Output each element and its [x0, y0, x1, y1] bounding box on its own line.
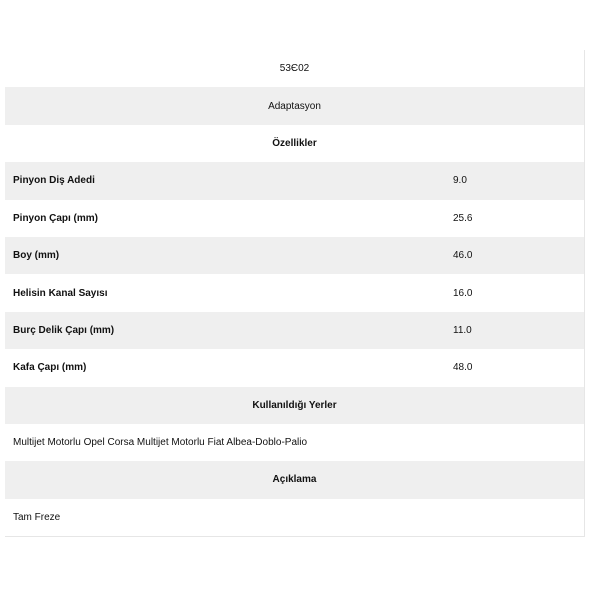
description-text: Tam Freze: [13, 511, 61, 523]
description-text-row: [5, 499, 584, 536]
usage-text-row: [5, 424, 584, 461]
adaptation-row: [5, 87, 584, 124]
feature-value: 16.0: [453, 287, 473, 299]
feature-label: Boy (mm): [13, 250, 60, 262]
usage-header-row: [5, 387, 584, 424]
feature-value: 48.0: [453, 362, 473, 374]
usage-header: Kullanıldığı Yerler: [252, 399, 337, 411]
feature-value: 11.0: [453, 324, 472, 336]
feature-row: [5, 162, 584, 199]
description-header: Açıklama: [272, 474, 317, 486]
usage-text: Multijet Motorlu Opel Corsa Multijet Motorlu Fiat Albea-Doblo-Palio: [13, 437, 308, 449]
feature-label: Pinyon Çapı (mm): [13, 212, 99, 224]
description-header-row: [5, 461, 584, 498]
feature-row: [5, 237, 584, 274]
product-spec-table: [5, 50, 585, 537]
feature-label: Kafa Çapı (mm): [13, 362, 87, 374]
feature-value: 25.6: [453, 212, 473, 224]
feature-value: 9.0: [453, 175, 467, 187]
product-code-row: [5, 50, 584, 87]
feature-row: [5, 312, 584, 349]
features-header: Özellikler: [272, 137, 317, 149]
feature-row: [5, 349, 584, 386]
feature-label: Pinyon Diş Adedi: [13, 175, 95, 187]
product-code: 53Є02: [279, 63, 310, 75]
feature-row: [5, 274, 584, 311]
feature-label: Helisin Kanal Sayısı: [13, 287, 108, 299]
feature-label: Burç Delik Çapı (mm): [13, 324, 115, 336]
adaptation-label: Adaptasyon: [268, 100, 321, 112]
feature-row: [5, 200, 584, 237]
features-header-row: [5, 125, 584, 162]
feature-value: 46.0: [453, 250, 473, 262]
